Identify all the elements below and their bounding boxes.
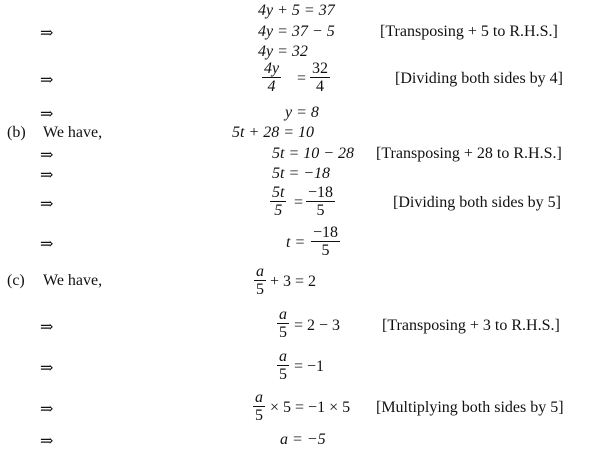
equation-c-5: a = −5: [280, 431, 326, 448]
equation-a-3: 4y = 32: [258, 43, 308, 60]
implies-arrow-icon: ⇒: [40, 147, 54, 164]
note-b-2: [Transposing + 28 to R.H.S.]: [376, 145, 562, 162]
equation-c-2-rest: = 2 − 3: [294, 317, 341, 334]
part-c-intro: We have,: [43, 272, 103, 289]
equation-c-1-rest: + 3 = 2: [270, 273, 317, 290]
equation-a-2: 4y = 37 − 5: [258, 23, 335, 40]
fraction-c-3: [277, 348, 289, 383]
fraction-b-4-right: [306, 184, 335, 219]
equation-b-3: 5t = −18: [272, 165, 331, 182]
fraction-denominator: 5: [255, 407, 263, 424]
fraction-numerator: a: [279, 306, 287, 323]
fraction-numerator: a: [256, 263, 264, 280]
implies-arrow-icon: ⇒: [40, 167, 54, 184]
fraction-c-4: [253, 389, 265, 424]
fraction-a-4-right: [310, 60, 330, 95]
equation-b-2: 5t = 10 − 28: [272, 145, 355, 162]
fraction-numerator: −18: [313, 224, 339, 241]
equation-a-1: 4y + 5 = 37: [258, 2, 335, 19]
fraction-denominator: 5: [279, 324, 287, 341]
note-a-4: [Dividing both sides by 4]: [395, 70, 563, 87]
implies-arrow-icon: ⇒: [40, 236, 54, 253]
equation-c-4-rest: × 5 = −1 × 5: [270, 399, 351, 416]
fraction-denominator: 5: [270, 201, 286, 219]
implies-arrow-icon: ⇒: [40, 25, 54, 42]
implies-arrow-icon: ⇒: [40, 433, 54, 450]
fraction-numerator: 32: [312, 60, 328, 77]
fraction-b-5: [311, 224, 340, 259]
note-a-2: [Transposing + 5 to R.H.S.]: [380, 23, 558, 40]
fraction-numerator: −18: [308, 184, 334, 201]
implies-arrow-icon: ⇒: [40, 106, 54, 123]
implies-arrow-icon: ⇒: [40, 401, 54, 418]
implies-arrow-icon: ⇒: [40, 72, 54, 89]
fraction-denominator: 4: [310, 77, 330, 95]
fraction-denominator: 5: [256, 281, 264, 298]
implies-arrow-icon: ⇒: [40, 319, 54, 336]
note-c-2: [Transposing + 3 to R.H.S.]: [382, 317, 560, 334]
equals-sign: =: [297, 70, 307, 87]
part-b-intro: We have,: [43, 124, 103, 141]
equals-sign: =: [294, 194, 304, 211]
fraction-denominator: 5: [311, 241, 340, 259]
implies-arrow-icon: ⇒: [40, 196, 54, 213]
equation-c-3-rest: = −1: [294, 358, 325, 375]
part-c-label: (c): [7, 272, 25, 289]
fraction-denominator: 5: [279, 366, 287, 383]
fraction-a-4-left: [262, 60, 281, 95]
equation-a-5: y = 8: [285, 104, 319, 121]
equation-b-1: 5t + 28 = 10: [232, 124, 315, 141]
fraction-numerator: a: [255, 389, 263, 406]
implies-arrow-icon: ⇒: [40, 360, 54, 377]
fraction-denominator: 4: [262, 77, 281, 95]
note-c-4: [Multiplying both sides by 5]: [376, 399, 564, 416]
equation-b-5-lhs: t =: [286, 234, 306, 251]
fraction-c-2: [277, 306, 289, 341]
part-b-label: (b): [7, 124, 26, 141]
note-b-4: [Dividing both sides by 5]: [393, 194, 561, 211]
fraction-numerator: 4y: [264, 60, 280, 77]
fraction-numerator: a: [279, 348, 287, 365]
fraction-denominator: 5: [306, 201, 335, 219]
fraction-numerator: 5t: [272, 184, 285, 201]
fraction-b-4-left: [270, 184, 286, 219]
fraction-c-1: [254, 263, 266, 298]
